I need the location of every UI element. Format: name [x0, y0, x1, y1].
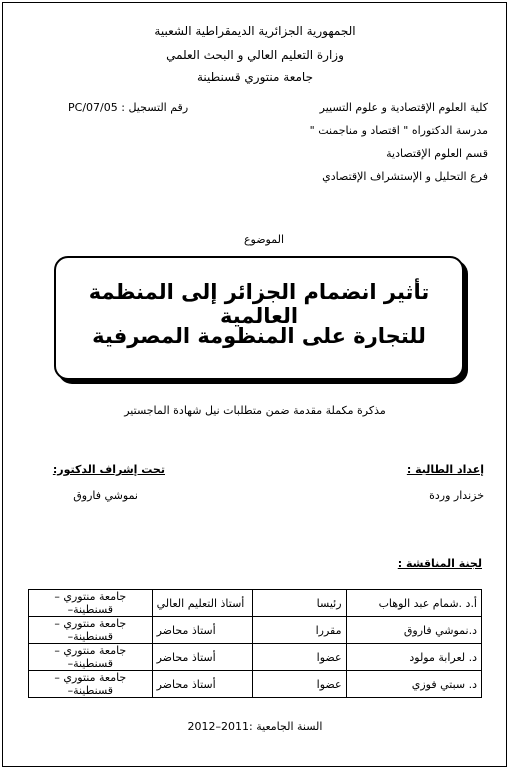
table-row — [29, 644, 482, 671]
member-rank: أستاذ محاضر — [152, 617, 253, 644]
table-row — [29, 590, 482, 617]
member-rank: أستاذ محاضر — [152, 644, 253, 671]
university-name: جامعة منتوري قسنطينة — [197, 70, 313, 84]
title-box — [54, 256, 464, 380]
department-name: قسم العلوم الإقتصادية — [386, 147, 488, 160]
student-name: خزندار وردة — [429, 489, 484, 502]
member-name: د.نموشي فاروق — [346, 617, 481, 644]
member-university: جامعة منتوري –قسنطينة– — [29, 590, 153, 617]
member-university: جامعة منتوري –قسنطينة– — [29, 671, 153, 698]
faculty-name: كلية العلوم الإقتصادية و علوم التسيير — [319, 101, 488, 114]
thesis-subtitle: مذكرة مكملة مقدمة ضمن متطلبات نيل شهادة الماجستير — [124, 404, 386, 417]
member-name: د. سبتي فوزي — [346, 671, 481, 698]
supervisor-label: تحت إشراف الدكتور: — [52, 463, 165, 476]
table-row — [29, 671, 482, 698]
member-name: د. لعرابة مولود — [346, 644, 481, 671]
republic-name: الجمهورية الجزائرية الديمقراطية الشعبية — [154, 24, 356, 38]
registration-number: رقم التسجيل : 05/PC/07 — [68, 101, 189, 114]
member-role: عضوا — [253, 671, 346, 698]
member-role: مقررا — [253, 617, 346, 644]
member-university: جامعة منتوري –قسنطينة– — [29, 617, 153, 644]
ministry-name: وزارة التعليم العالي و البحث العلمي — [166, 48, 344, 62]
member-rank: أستاذ التعليم العالي — [152, 590, 253, 617]
thesis-title-line2: للتجارة على المنظومة المصرفية — [92, 324, 426, 348]
subject-label: الموضوع — [243, 233, 285, 246]
table-row — [29, 617, 482, 644]
committee-table — [28, 589, 482, 698]
academic-year: السنة الجامعية :2011–2012 — [187, 720, 323, 733]
branch-name: فرع التحليل و الإستشراف الإقتصادي — [322, 170, 488, 183]
member-role: رئيسا — [253, 590, 346, 617]
member-rank: أستاذ محاضر — [152, 671, 253, 698]
committee-label: لجنة المناقشة : — [397, 557, 482, 570]
member-name: أ.د .شمام عبد الوهاب — [346, 590, 481, 617]
member-university: جامعة منتوري –قسنطينة– — [29, 644, 153, 671]
thesis-title-line1: تأثير انضمام الجزائر إلى المنظمة العالمية — [88, 280, 430, 328]
doctoral-school: مدرسة الدكتوراه " اقتصاد و مناجمنت " — [309, 124, 488, 137]
supervisor-name: نموشي فاروق — [73, 489, 138, 502]
student-label: إعداد الطالبة : — [406, 463, 484, 476]
member-role: عضوا — [253, 644, 346, 671]
